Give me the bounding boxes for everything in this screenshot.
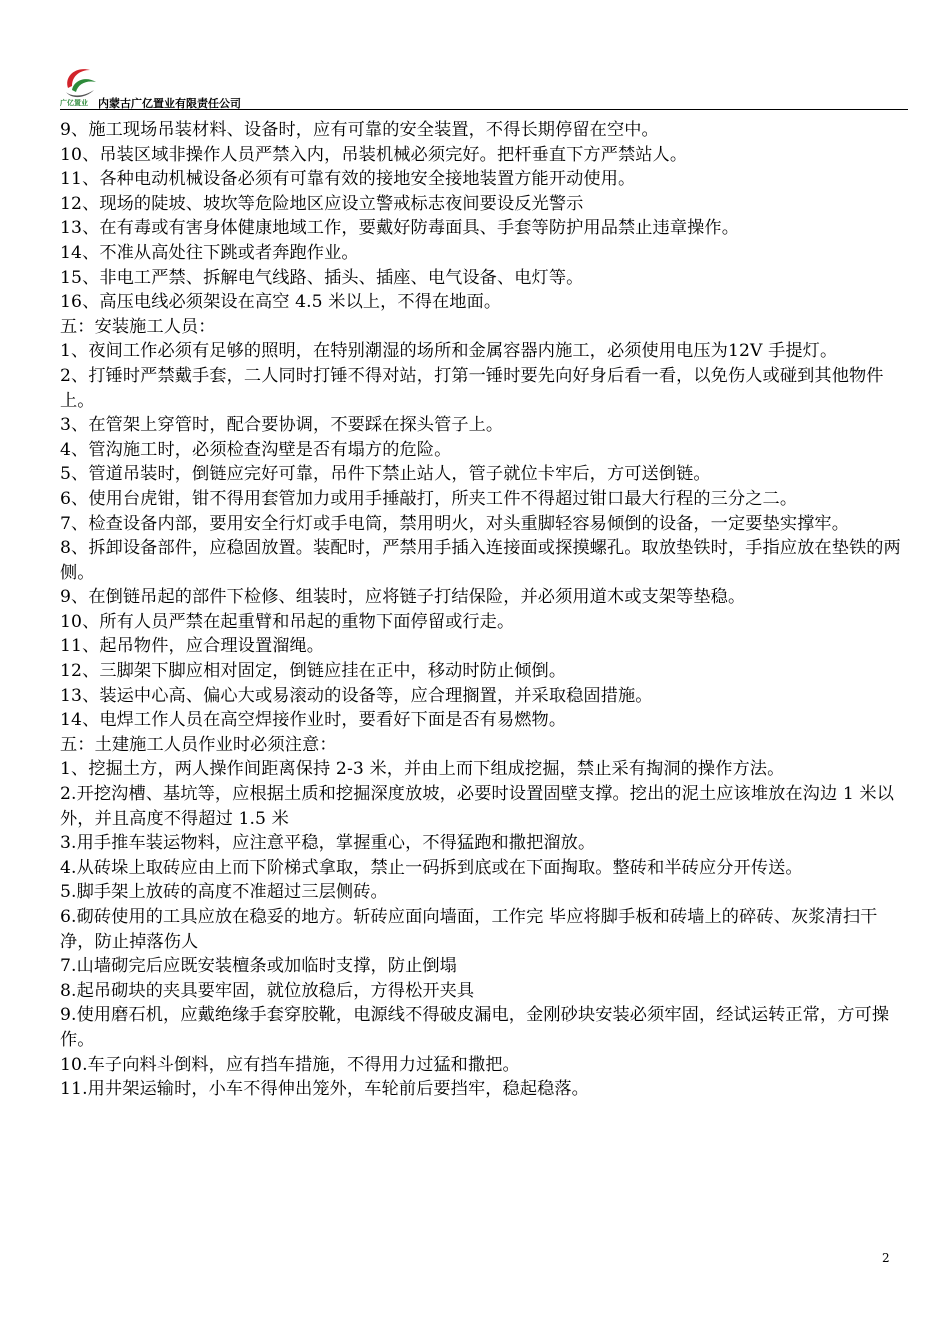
company-name: 内蒙古广亿置业有限责任公司 [98,97,241,110]
document-body [60,118,910,1102]
paragraph: 11、起吊物件，应合理设置溜绳。 [60,636,325,657]
paragraph: 3.用手推车装运物料，应注意平稳，掌握重心，不得猛跑和撒把溜放。 [60,833,596,854]
paragraph: 10、所有人员严禁在起重臂和吊起的重物下面停留或行走。 [60,611,515,632]
paragraph: 1、挖掘土方，两人操作间距离保持 2-3 米，并由上而下组成挖掘，禁止采有掏洞的操作方法。 [60,759,785,780]
paragraph: 4、管沟施工时，必须检查沟壁是否有塌方的危险。 [60,439,452,460]
paragraph: 10.车子向料斗倒料，应有挡车措施，不得用力过猛和撒把。 [60,1054,520,1075]
paragraph: 7.山墙砌完后应既安装檀条或加临时支撑，防止倒塌 [60,956,457,977]
paragraph: 13、装运中心高、偏心大或易滚动的设备等，应合理搁置，并采取稳固措施。 [60,685,653,706]
paragraph: 五：土建施工人员作业时必须注意： [60,734,337,755]
paragraph: 9.使用磨石机，应戴绝缘手套穿胶靴，电源线不得破皮漏电，金刚砂块安装必须牢固，经试运转正常，方可操作。 [60,1005,890,1050]
paragraph: 8.起吊砌块的夹具要牢固，就位放稳后，方得松开夹具 [60,980,475,1001]
paragraph: 11、各种电动机械设备必须有可靠有效的接地安全接地装置方能开动使用。 [60,169,636,190]
paragraph: 12、三脚架下脚应相对固定，倒链应挂在正中，移动时防止倾倒。 [60,661,567,682]
paragraph: 4.从砖垛上取砖应由上而下阶梯式拿取，禁止一码拆到底或在下面掏取。整砖和半砖应分开传送。 [60,857,803,878]
paragraph: 五：安装施工人员： [60,316,216,337]
paragraph: 14、不准从高处往下跳或者奔跑作业。 [60,242,359,263]
paragraph: 16、高压电线必须架设在高空 4.5 米以上，不得在地面。 [60,292,502,313]
paragraph: 6、使用台虎钳，钳不得用套管加力或用手捶敲打，所夹工件不得超过钳口最大行程的三分之二。 [60,488,798,509]
paragraph: 6.砌砖使用的工具应放在稳妥的地方。斩砖应面向墙面，工作完 毕应将脚手板和砖墙上的碎砖、灰浆清扫干净，防止掉落伤人 [60,907,878,952]
paragraph: 2、打锤时严禁戴手套，二人同时打锤不得对站，打第一锤时要先向好身后看一看，以免伤人或碰到其他物件上。 [60,365,884,411]
paragraph: 14、电焊工作人员在高空焊接作业时，要看好下面是否有易燃物。 [60,710,567,731]
paragraph: 13、在有毒或有害身体健康地域工作，要戴好防毒面具、手套等防护用品禁止违章操作。 [60,218,739,239]
paragraph: 15、非电工严禁、拆解电气线路、插头、插座、电气设备、电灯等。 [60,267,584,288]
paragraph: 5、管道吊装时，倒链应完好可靠，吊件下禁止站人，管子就位卡牢后，方可送倒链。 [60,464,711,485]
paragraph: 7、检查设备内部，要用安全行灯或手电筒，禁用明火，对头重脚轻容易倾倒的设备，一定要垫实撑牢。 [60,513,849,534]
paragraph: 9、在倒链吊起的部件下检修、组装时，应将链子打结保险，并必须用道木或支架等垫稳。 [60,587,746,608]
paragraph: 2.开挖沟槽、基坑等，应根据土质和挖掘深度放坡，必要时设置固壁支撑。挖出的泥土应该堆放在沟边 1 米以外，并且高度不得超过 1.5 米 [60,784,894,829]
paragraph: 8、拆卸设备部件，应稳固放置。装配时，严禁用手插入连接面或探摸螺孔。取放垫铁时，手指应放在垫铁的两侧。 [60,538,901,583]
page-number: 2 [882,1251,890,1265]
paragraph: 3、在管架上穿管时，配合要协调，不要踩在探头管子上。 [60,415,504,436]
paragraph: 12、现场的陡坡、坡坎等危险地区应设立警戒标志夜间要设反光警示 [60,193,584,214]
paragraph: 5.脚手架上放砖的高度不准超过三层侧砖。 [60,882,388,903]
header-rule [60,109,908,110]
logo-brand-text: 广亿置业 [60,99,88,107]
paragraph: 1、夜间工作必须有足够的照明，在特别潮湿的场所和金属容器内施工，必须使用电压为12V 手提灯。 [60,341,838,362]
paragraph: 11.用井架运输时，小车不得伸出笼外，车轮前后要挡牢，稳起稳落。 [60,1079,589,1100]
paragraph: 9、施工现场吊装材料、设备时，应有可靠的安全装置，不得长期停留在空中。 [60,120,659,140]
page-header [60,62,908,112]
paragraph: 10、吊装区域非操作人员严禁入内，吊装机械必须完好。把杆垂直下方严禁站人。 [60,144,688,165]
